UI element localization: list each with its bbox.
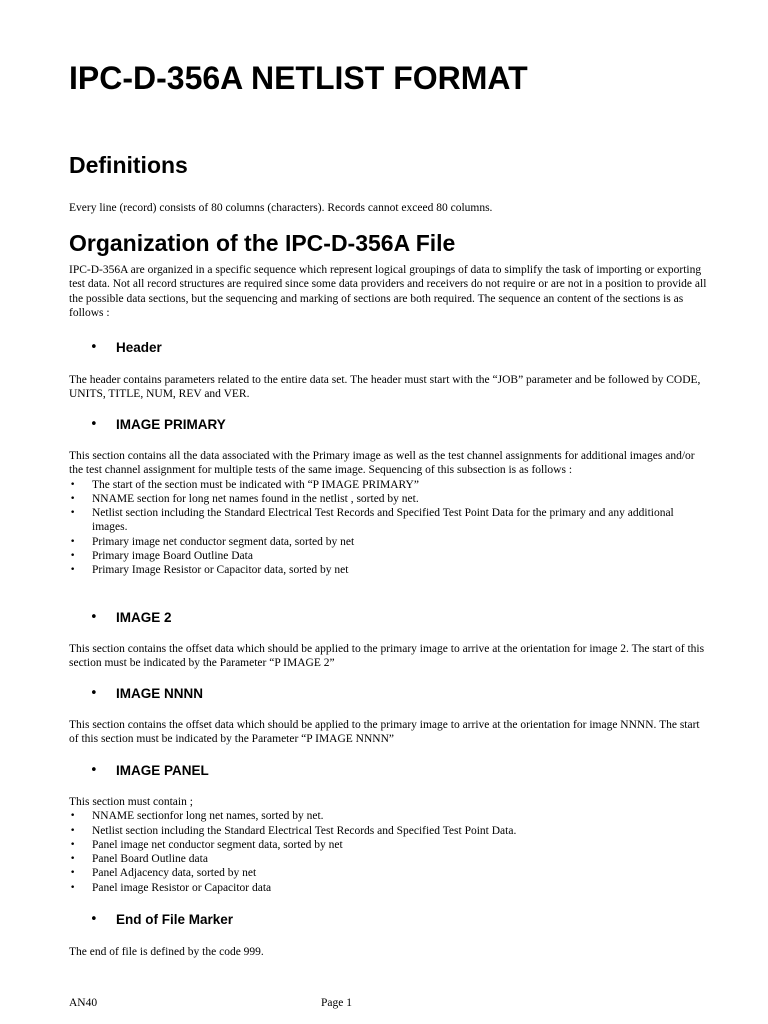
footer-doc-id: AN40 — [69, 997, 98, 1009]
bullet-icon: • — [70, 854, 76, 865]
document-title: IPC-D-356A NETLIST FORMAT — [69, 60, 528, 96]
list-item: • Netlist section including the Standard Electrical Test Records and Specified Test Point Data for the primary and any additional images. — [70, 507, 674, 534]
bullet-icon: • — [70, 551, 76, 562]
bullet-icon: • — [70, 508, 76, 519]
bullet-icon: • — [70, 825, 76, 836]
header-text: The header contains parameters related to the entire data set. The header must start with the “JOB” parameter and be followed by CODE, UNITS, TITLE, NUM, REV and VER. — [69, 374, 701, 401]
image-primary-text: This section contains all the data associated with the Primary image as well as the test channel assignments for additional images and/or the test channel assignment for multiple tests of the same image. Sequencing of this subsection is as follows : — [69, 450, 695, 477]
section-header-title — [69, 339, 756, 357]
image-primary-body — [69, 449, 709, 578]
section-eof-title — [69, 911, 756, 929]
list-item: • Primary Image Resistor or Capacitor data, sorted by net — [70, 564, 349, 577]
list-item: • Primary image Board Outline Data — [70, 550, 253, 563]
image-panel-text: This section must contain ; — [69, 796, 193, 808]
organization-text: IPC-D-356A are organized in a specific sequence which represent logical groupings of data to simplify the task of importing or exporting test data. Not all record structures are required since some data providers and receivers do not require or are not in a position to provide all the possible data sections, but the sequencing and marking of sections are both required. The sequence an content of the sections is as follows : — [69, 264, 707, 319]
bullet-icon: • — [90, 763, 98, 778]
bullet-icon: • — [70, 536, 76, 547]
section-image-panel-title — [69, 762, 756, 780]
section-header-label: Header — [116, 340, 162, 355]
bullet-icon: • — [70, 811, 76, 822]
section-image-primary-label: IMAGE PRIMARY — [116, 417, 226, 432]
list-item: • Netlist section including the Standard Electrical Test Records and Specified Test Point Data. — [70, 824, 517, 837]
bullet-icon: • — [90, 417, 98, 432]
section-image-primary-title — [69, 416, 756, 434]
organization-heading: Organization of the IPC-D-356A File — [69, 230, 456, 256]
definitions-text: Every line (record) consists of 80 columns (characters). Records cannot exceed 80 columns. — [69, 202, 493, 214]
image-2-text: This section contains the offset data which should be applied to the primary image to arrive at the orientation for image 2. The start of this section must be indicated by the Parameter “P IMAGE 2” — [69, 643, 705, 670]
image-primary-list — [69, 478, 709, 578]
list-item: • Panel image Resistor or Capacitor data — [70, 881, 272, 894]
bullet-icon: • — [90, 912, 98, 927]
section-image-panel-label: IMAGE PANEL — [116, 763, 209, 778]
footer-page-number: Page 1 — [321, 997, 352, 1009]
eof-text: The end of file is defined by the code 999. — [69, 946, 264, 958]
section-image-2-label: IMAGE 2 — [116, 610, 172, 625]
list-item: • Panel image net conductor segment data, sorted by net — [70, 838, 343, 851]
list-item: • NNAME section for long net names found in the netlist , sorted by net. — [70, 492, 419, 505]
image-nnnn-text: This section contains the offset data which should be applied to the primary image to arrive at the orientation for image NNNN. The start of this section must be indicated by the Parameter “P IMAGE NNNN” — [69, 719, 700, 746]
image-panel-body — [69, 795, 709, 895]
section-image-nnnn-label: IMAGE NNNN — [116, 686, 203, 701]
bullet-icon: • — [90, 610, 98, 625]
section-image-2-title — [69, 609, 756, 627]
list-item: • NNAME sectionfor long net names, sorted by net. — [70, 810, 324, 823]
list-item: • Primary image net conductor segment data, sorted by net — [70, 535, 355, 548]
bullet-icon: • — [70, 839, 76, 850]
bullet-icon: • — [90, 340, 98, 355]
image-panel-list — [69, 809, 709, 895]
bullet-icon: • — [70, 479, 76, 490]
list-item: • The start of the section must be indicated with “P IMAGE PRIMARY” — [70, 478, 419, 491]
list-item: • Panel Adjacency data, sorted by net — [70, 867, 257, 880]
bullet-icon: • — [70, 493, 76, 504]
bullet-icon: • — [70, 565, 76, 576]
section-image-nnnn-title — [69, 685, 756, 703]
list-item: • Panel Board Outline data — [70, 853, 208, 866]
definitions-heading: Definitions — [69, 152, 188, 178]
bullet-icon: • — [70, 868, 76, 879]
bullet-icon: • — [90, 686, 98, 701]
section-eof-label: End of File Marker — [116, 912, 234, 927]
bullet-icon: • — [70, 882, 76, 893]
